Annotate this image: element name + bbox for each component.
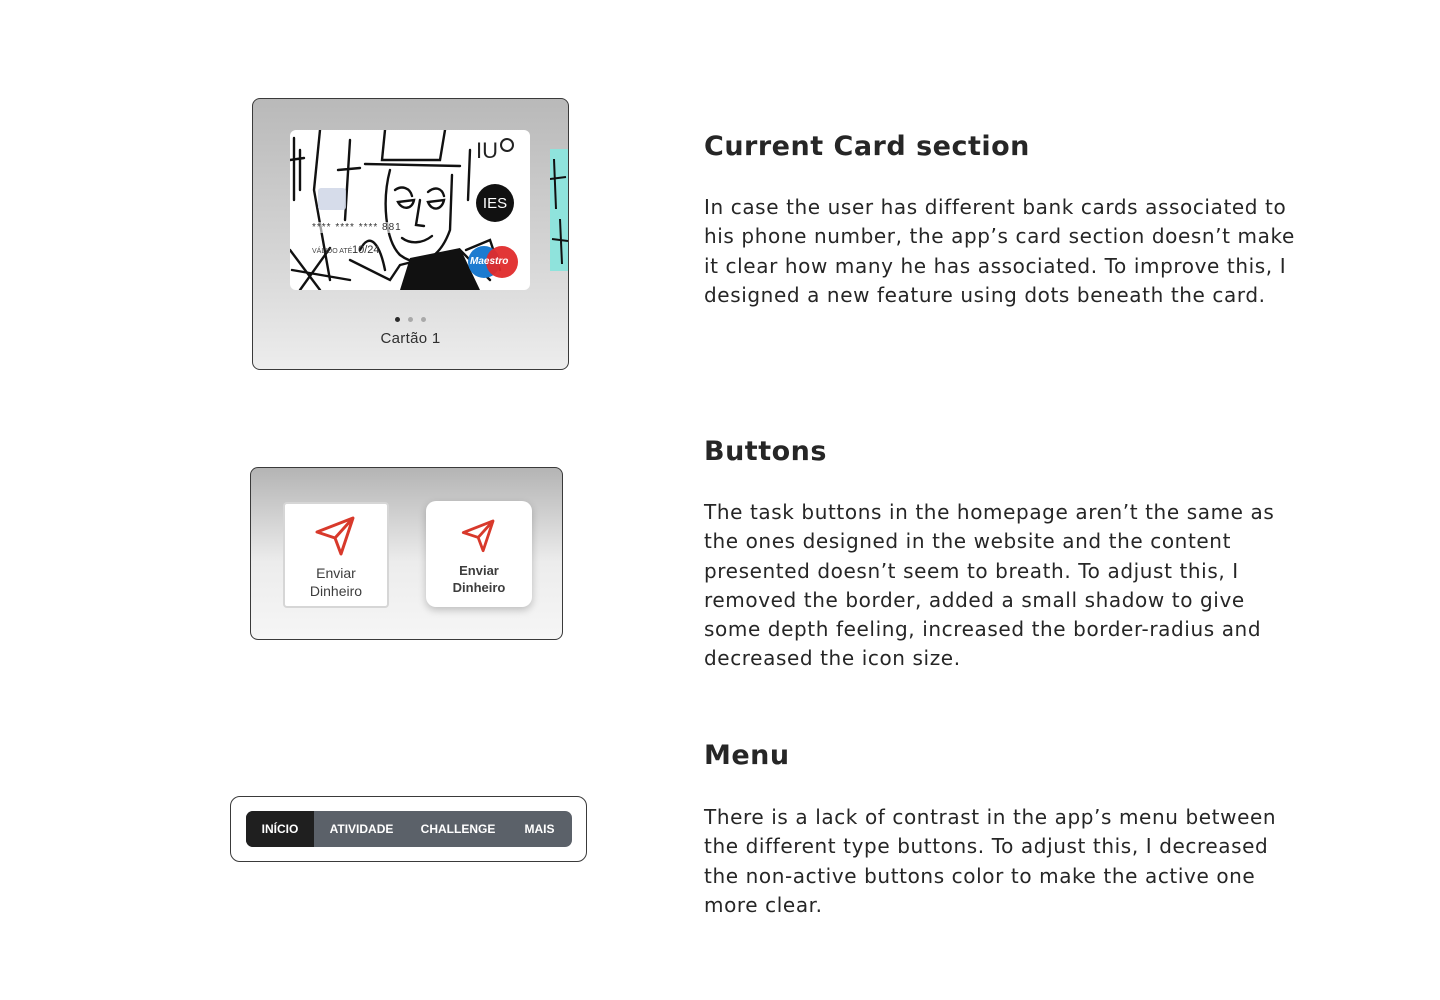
maestro-logo: Maestro	[468, 246, 520, 280]
card-pagination-dots	[253, 309, 568, 327]
send-money-button-new[interactable]	[426, 501, 532, 607]
ies-badge: IES	[476, 184, 514, 222]
menu-item-atividade[interactable]: ATIVIDADE	[329, 822, 394, 836]
pagination-dot[interactable]	[421, 317, 426, 322]
next-card-illustration	[550, 149, 569, 271]
section-title-menu: Menu	[704, 740, 790, 771]
card-brand: IU	[476, 138, 498, 163]
button-label-line1: Enviar	[316, 565, 356, 581]
card-label: Cartão 1	[380, 330, 441, 347]
bank-card[interactable]	[290, 130, 530, 290]
buttons-section-mock	[250, 467, 563, 640]
pagination-dot[interactable]	[408, 317, 413, 322]
pagination-dot-active[interactable]	[395, 317, 400, 322]
button-label-line1: Enviar	[459, 563, 499, 578]
section-body-buttons: The task buttons in the homepage aren’t the same as the ones designed in the website and the content presented doesn’t seem to breath. To adjust this, I removed the border, added a small shadow to give some depth feeling, increased the border-radius and decreased the icon size.	[704, 500, 1275, 671]
button-label-line2: Dinheiro	[452, 580, 506, 595]
send-money-button-old[interactable]	[283, 502, 389, 608]
card-section-mock	[252, 98, 569, 370]
card-number: **** **** **** 881	[312, 222, 402, 233]
section-title-buttons: Buttons	[704, 436, 827, 467]
send-icon	[313, 512, 359, 558]
button-label-line2: Dinheiro	[309, 583, 363, 599]
card-valid-date: 10/24	[352, 244, 380, 256]
menu-item-challenge[interactable]: CHALLENGE	[420, 822, 496, 836]
section-title-card: Current Card section	[704, 131, 1030, 162]
menu-item-inicio[interactable]: INÍCIO	[246, 811, 314, 847]
send-icon	[460, 516, 498, 554]
card-valid-label: VÁLIDO ATÉ	[312, 248, 353, 255]
bottom-menu-bar	[246, 811, 572, 847]
bank-logo-icon	[500, 138, 514, 152]
section-body-card: In case the user has different bank cards associated to his phone number, the app’s card section doesn’t make it clear how many he has associated. To improve this, I designed a new feature using dots beneath the card.	[704, 195, 1295, 307]
section-body-menu: There is a lack of contrast in the app’s menu between the different type buttons. To adjust this, I decreased the non-active buttons color to make the active one more clear.	[704, 805, 1277, 917]
menu-item-mais[interactable]: MAIS	[524, 822, 555, 836]
menu-section-mock	[230, 796, 587, 862]
next-card-peek[interactable]	[550, 149, 569, 271]
